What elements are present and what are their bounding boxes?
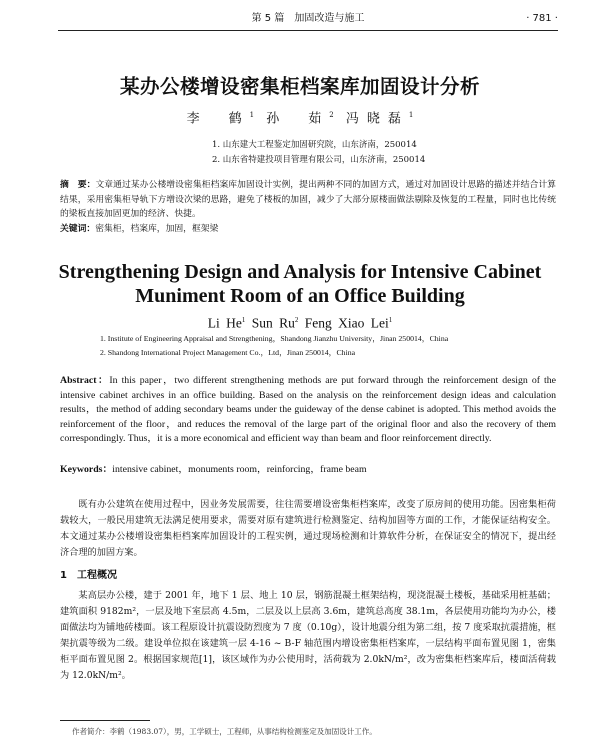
affiliation-cn-2: 2. 山东省特建投项目管理有限公司，山东济南，250014 <box>212 155 426 165</box>
author-footnote: 作者简介：李鹤（1983.07），男，工学硕士，工程师，从事结构检测鉴定及加固设计工作。 <box>72 727 377 736</box>
header-section-title: 第 5 篇 加固改造与施工 <box>251 13 365 24</box>
abstract-chinese <box>60 178 556 222</box>
title-en-line-1: Strengthening Design and Analysis for Intensive Cabinet <box>58 261 542 283</box>
keywords-cn-text: 密集柜，档案库，加固，框架梁 <box>95 224 219 234</box>
abstract-english <box>60 374 556 447</box>
author-2-cn: 孙 茹 <box>266 111 330 127</box>
keywords-chinese <box>60 222 556 237</box>
affiliation-en-1: 1. Institute of Engineering Appraisal and Strengthening，Shandong Jianzhu University，Jinan 250014，China <box>100 334 449 343</box>
author-1-cn: 李 鹤 <box>186 111 250 127</box>
affiliation-en-2: 2. Shandong International Project Management Co.，Ltd，Jinan 250014，China <box>100 348 356 357</box>
keywords-cn-label: 关键词： <box>60 224 96 234</box>
keywords-en-label: Keywords： <box>60 464 113 475</box>
abstract-en-label: Abstract： <box>60 375 110 386</box>
author-3-cn-sup: 1 <box>408 111 414 119</box>
introduction-paragraph: 既有办公建筑在使用过程中，因业务发展需要，往往需要增设密集柜档案库，改变了原房间的使用功能。因密集柜荷载较大，一般民用建筑无法满足使用要求，需要对原有建筑进行检测鉴定、结构加固等方面的工作，才能保证结构安全。本文通过某办公楼增设密集柜档案库加固设计的工程实例，通过现场检测和计算软件分析，在保证安全的情况下，提出经济合理的加固方案。 <box>60 499 556 558</box>
keywords-en-text: intensive cabinet，monuments room，reinforcing，frame beam <box>112 464 367 475</box>
keywords-english <box>60 463 556 478</box>
author-1-en-sup: 1 <box>241 316 246 324</box>
footnote-divider <box>60 720 150 721</box>
section-1-body: 某高层办公楼，建于 2001 年，地下 1 层、地上 10 层，钢筋混凝土框架结构，现浇混凝土楼板，基础采用桩基础；建筑面积 9182m²，一层及地下室层高 4.5m，二层及以上层高 3.6m，建筑总高度 38.1m，各层使用功能均为办公，楼面做法均为铺地砖楼面。该工程原设计抗震设防烈度为 7 度（0.10g），设计地震分组为第二组，按 7 度采取抗震措施，框架抗震等级为二级。建设单位拟在该建筑一层 4-16 ~ B-F 轴范围内增设密集柜档案库，一层结构平面布置见图 1，密集柜平面布置见图 2。根据国家规范[1]，该区域作为办公使用时，活荷载为 2.0kN/m²，改为密集柜档案库后，楼面活荷载为 12.0kN/m²。 <box>60 590 556 681</box>
author-2-en: Sun Ru <box>251 315 295 331</box>
title-en-line-2: Muniment Room of an Office Building <box>135 285 465 307</box>
affiliations-chinese <box>212 138 425 168</box>
author-3-cn: 冯晓磊 <box>345 111 409 127</box>
title-english <box>0 260 600 308</box>
author-2-en-sup: 2 <box>294 316 299 324</box>
author-3-en-sup: 1 <box>388 316 393 324</box>
author-2-cn-sup: 2 <box>329 111 334 119</box>
section-1-heading: 1 工程概况 <box>60 570 117 581</box>
affiliation-cn-1: 1. 山东建大工程鉴定加固研究院，山东济南，250014 <box>212 140 417 150</box>
page-number: · 781 · <box>526 13 558 24</box>
author-1-cn-sup: 1 <box>249 111 255 119</box>
abstract-cn-text: 文章通过某办公楼增设密集柜档案库加固设计实例，提出两种不同的加固方式，通过对加固设计思路的描述并结合计算结果，采用密集柜导轨下方增设次梁的思路，避免了楼板的加固，减少了大部分原楼面做法剔除及恢复的工程量，同时也比传统的梁板直接加固更加的经济、快捷。 <box>60 180 556 219</box>
author-1-en: Li He <box>207 315 242 331</box>
abstract-cn-label: 摘 要： <box>60 180 96 190</box>
authors-chinese <box>0 106 600 128</box>
abstract-en-text: In this paper，two different strengthening methods are put forward through the reinforcement design of the intensive cabinet archives in an office building. Based on the analysis on the reinforcement design ideas and calculation results，the method of adding secondary beams under the guideway of the dense cabinet is adopted. This method avoids the reinforcement of the floor，and reduces the removal of the large part of the original floor and also the recovery of them correspondingly. Thus，it is a more economical and efficient way than beam and floor reinforcement directly. <box>60 375 556 445</box>
affiliations-english <box>100 332 448 360</box>
author-3-en: Feng Xiao Lei <box>304 315 389 331</box>
title-chinese: 某办公楼增设密集柜档案库加固设计分析 <box>119 75 480 98</box>
running-header <box>58 8 558 31</box>
authors-english <box>0 311 600 333</box>
